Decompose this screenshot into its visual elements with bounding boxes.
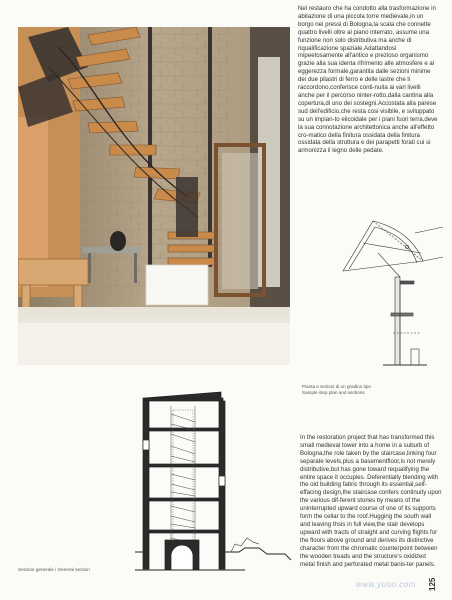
step-detail-drawing xyxy=(303,213,451,383)
detail-caption xyxy=(302,384,422,396)
article-text-english: In the restoration project that has transformed this small medieval tower into a home in a suburb of Bologna,the role taken by the staircase,linking four separate levels,plus a basementfloor,is not merely distributive,but has gone toward requalifying the entire space it occupies. Deferentially blending with the old building fabric through its essential,self-effacing design,the staircase confers continuity upon the various dif-ferent stories by means of the uninterrupted upward course of one of its supports form the cellar to the roof.Hugging the south wall and leaving thsis in full view,the stair develops upward with tracts of straight and curving flights for the floors above ground and derives its distinctive character from the chromatic counterpoint between the wooden treads and the structure's oxidized metal finish and perforated metal banis-ter panels. xyxy=(300,434,442,568)
watermark: www.yuoo.com xyxy=(356,580,416,589)
staircase-photo-illustration xyxy=(18,27,290,365)
step-detail-svg xyxy=(303,213,451,383)
page-number: 125 xyxy=(428,577,437,591)
detail-caption-english: Sample step plan and sections xyxy=(302,390,365,395)
general-section-drawing xyxy=(135,384,301,584)
section-caption: Sezione generale / General section xyxy=(18,567,90,572)
interior-photo xyxy=(18,27,290,365)
detail-caption-italian: Pianta e sezioni di un gradino tipo xyxy=(302,384,371,389)
section-svg xyxy=(135,384,301,584)
article-text-italian: Nel restauro che ha condotto alla trasformazione in abitazione di una piccola torre medievale,in un borgo nei pressi di Bologna,la scala che connette quattro livelli oltre al piano interrato, assume una funzione non solo distributiva ma anche di riqualificazione spaziale.Adattandosi mipeetosamente all'antico e prezioso organismo grazie alla sua identa rifrimento alle atmosfere e al eggerezza formale,garantita dalle sezioni minime dei due pilastri di ferro e delle lastre che li raccordono,conferisce conti-nuita ai vari livelli anche per il percorso ninter-rotto,dalla cantina alla copertura,di uno dei sostegni.Accostata alla parese sud dell'edificio,che resta cosi visibile, e sviluppato su un impian-to elicoidale per i piani fuori terra,deve la sua connotazione architettonica anche all'effetto cro-matico della finitura ossidata della finitura ossidata della struttura e dei parapetti forati cui si armonizza il legno delle pedate. xyxy=(298,5,438,155)
